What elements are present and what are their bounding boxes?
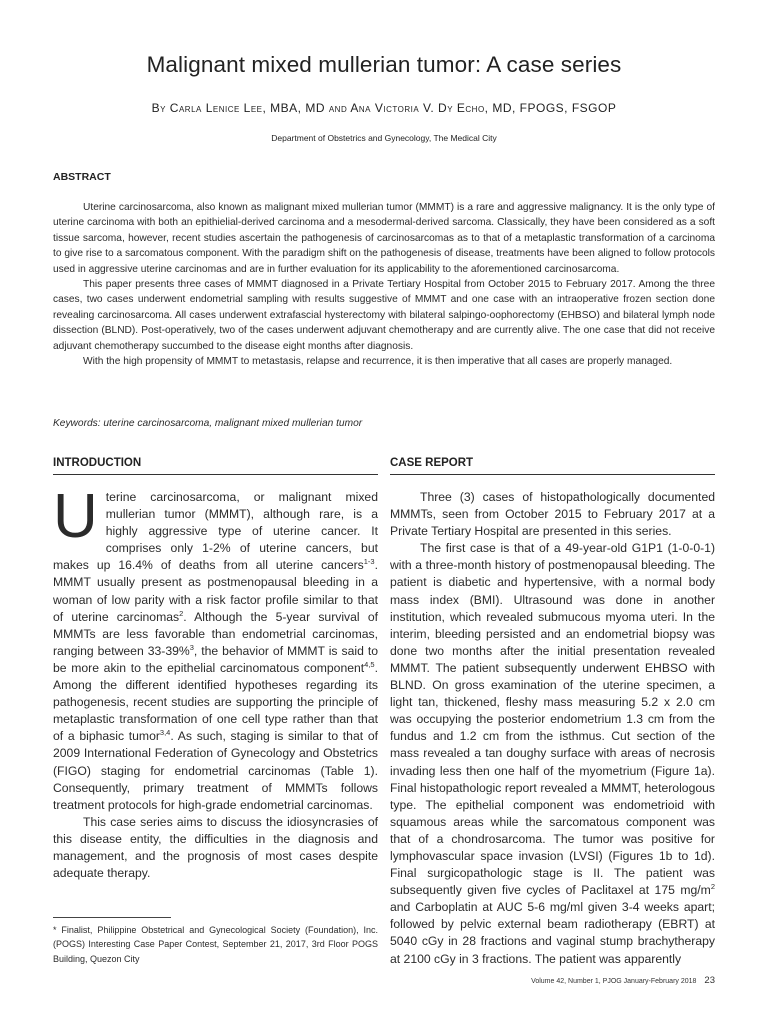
introduction-paragraph: This case series aims to discuss the idiosyncrasies of this disease entity, the difficulties in the diagnosis and management, and the prognosis of most cases despite adequate therapy. xyxy=(53,814,378,881)
abstract-heading: ABSTRACT xyxy=(53,171,111,183)
abstract-body xyxy=(53,200,715,369)
page-footer xyxy=(390,975,715,986)
case-report-heading: CASE REPORT xyxy=(390,457,715,475)
drop-cap: U xyxy=(53,482,98,551)
introduction-heading: INTRODUCTION xyxy=(53,457,378,475)
keywords: Keywords: uterine carcinosarcoma, malignant mixed mullerian tumor xyxy=(53,418,363,429)
case-report-column xyxy=(390,489,715,968)
author-affiliation: Department of Obstetrics and Gynecology, The Medical City xyxy=(271,133,497,143)
abstract-paragraph: Uterine carcinosarcoma, also known as malignant mixed mullerian tumor (MMMT) is a rare and aggressive malignancy. It is the only type of uterine carcinoma with both an epithielial-derived carcinoma and a mesodermal-derived sarcoma. Classically, they have been considered as a soft tissue sarcoma, however, recent studies ascertain the pathogenesis of carcinosarcomas as to that of a metaplastic transformation of a carcinoma to give rise to a sarcomatous component. With the paradigm shift on the pathogenesis of disease, treatments have been aligned to follow protocols used in aggressive uterine carcinomas and are in further evaluation for its applicability to the aforementioned carcinosarcoma. xyxy=(53,202,715,275)
introduction-column xyxy=(53,482,379,882)
abstract-paragraph: This paper presents three cases of MMMT diagnosed in a Private Tertiary Hospital from October 2015 to February 2017. Among the three cases, two cases underwent endometrial sampling with results suggestive of MMMT and one case with an intraoperative frozen section done revealing carcinosarcoma. All cases underwent extrafascial hysterectomy with bilateral salpingo-oophorectomy (EHBSO) and bilateral lymph node dissection (BLND). Post-operatively, two of the cases underwent adjuvant chemotherapy and are currently alive. The one case that did not receive adjuvant chemotherapy succumbed to the disease eight months after diagnosis. xyxy=(53,279,715,352)
abstract-paragraph: With the high propensity of MMMT to metastasis, relapse and recurrence, it is then imperative that all cases are properly managed. xyxy=(83,356,673,368)
case-report-paragraph: The first case is that of a 49-year-old G1P1 (1-0-0-1) with a three-month history of postmenopausal bleeding. The patient is diabetic and hypertensive, with a normal body mass index (BMI). Ultrasound was done in another institution, which revealed submucous myoma uteri. In the interim, bleeding persisted and an endometrial biopsy was done two months after the initial presentation revealed MMMT. The patient subsequently underwent EHBSO with BLND. On gross examination of the uterine specimen, a light tan, thickened, fleshy mass measuring 5.2 x 2.0 cm was occupying the posterior endometrium 1.3 cm from the fundus and 1.2 cm from the isthmus. Cut section of the mass revealed a tan doughy surface with areas of necrosis invading less then one half of the myometrium (Figure 1a). Final histopathologic report revealed a MMMT, heterologous type. The epithelial component was endometrioid with squamous areas while the sarcomatous component was that of a chondrosarcoma. The tumor was positive for lymphovascular space invasion (LVSI) (Figures 1b to 1d). Final surgicopathologic stage is II. The patient was subsequently given five cycles of Paclitaxel at 175 $mg/m^2$ and Carboplatin at AUC 5-6 mg/ml given 3-4 weeks apart; followed by pelvic external beam radiotherapy (EBRT) at 5040 cGy in 28 fractions and vaginal stump brachytherapy at 2100 cGy in 3 fractions. The patient was apparently xyxy=(390,541,715,966)
page-number: 23 xyxy=(704,975,715,986)
footnote-divider xyxy=(53,917,171,918)
introduction-paragraph: Uterine carcinosarcoma, or malignant mixed mullerian tumor (MMMT), although rare, is a highly aggressive type of uterine cancer. It comprises only 1-2% of uterine cancers, but makes up 16.4% of deaths from all uterine cancers$^{1-3}$. MMMT usually present as postmenopausal bleeding in a woman of low parity with a risk factor profile similar to that of uterine carcinomas$^2$. Although the 5-year survival of MMMTs are less favorable than endometrial carcinomas, ranging between 33-39%$^3$, the behavior of MMMT is said to be more akin to the epithelial carcinomatous component$^{4,5}$. Among the different identified hypotheses regarding its pathogenesis, recent studies are supporting the principle of metaplastic transformation of one cell type rather than that of a biphasic tumor$^{3,4}$. As such, staging is similar to that of 2009 International Federation of Gynecology and Obstetrics (FIGO) staging for endometrial carcinomas (Table 1). Consequently, primary treatment of MMMTs follows treatment protocols for high-grade endometrial carcinomas. xyxy=(53,482,379,812)
article-title: Malignant mixed mullerian tumor: A case series xyxy=(146,52,622,77)
journal-citation: Volume 42, Number 1, PJOG January-February 2018 xyxy=(531,978,697,985)
footnote: * Finalist, Philippine Obstetrical and Gynecological Society (Foundation), Inc. (POGS) Interesting Case Paper Contest, September 21, 2017, 3rd Floor POGS Building, Quezon City xyxy=(53,925,378,964)
case-report-paragraph: Three (3) cases of histopathologically documented MMMTs, seen from October 2015 to February 2017 at a Private Tertiary Hospital are presented in this series. xyxy=(390,490,715,539)
article-authors: By Carla Lenice Lee, MBA, MD and Ana Victoria V. Dy Echo, MD, FPOGS, FSGOP xyxy=(151,101,617,115)
